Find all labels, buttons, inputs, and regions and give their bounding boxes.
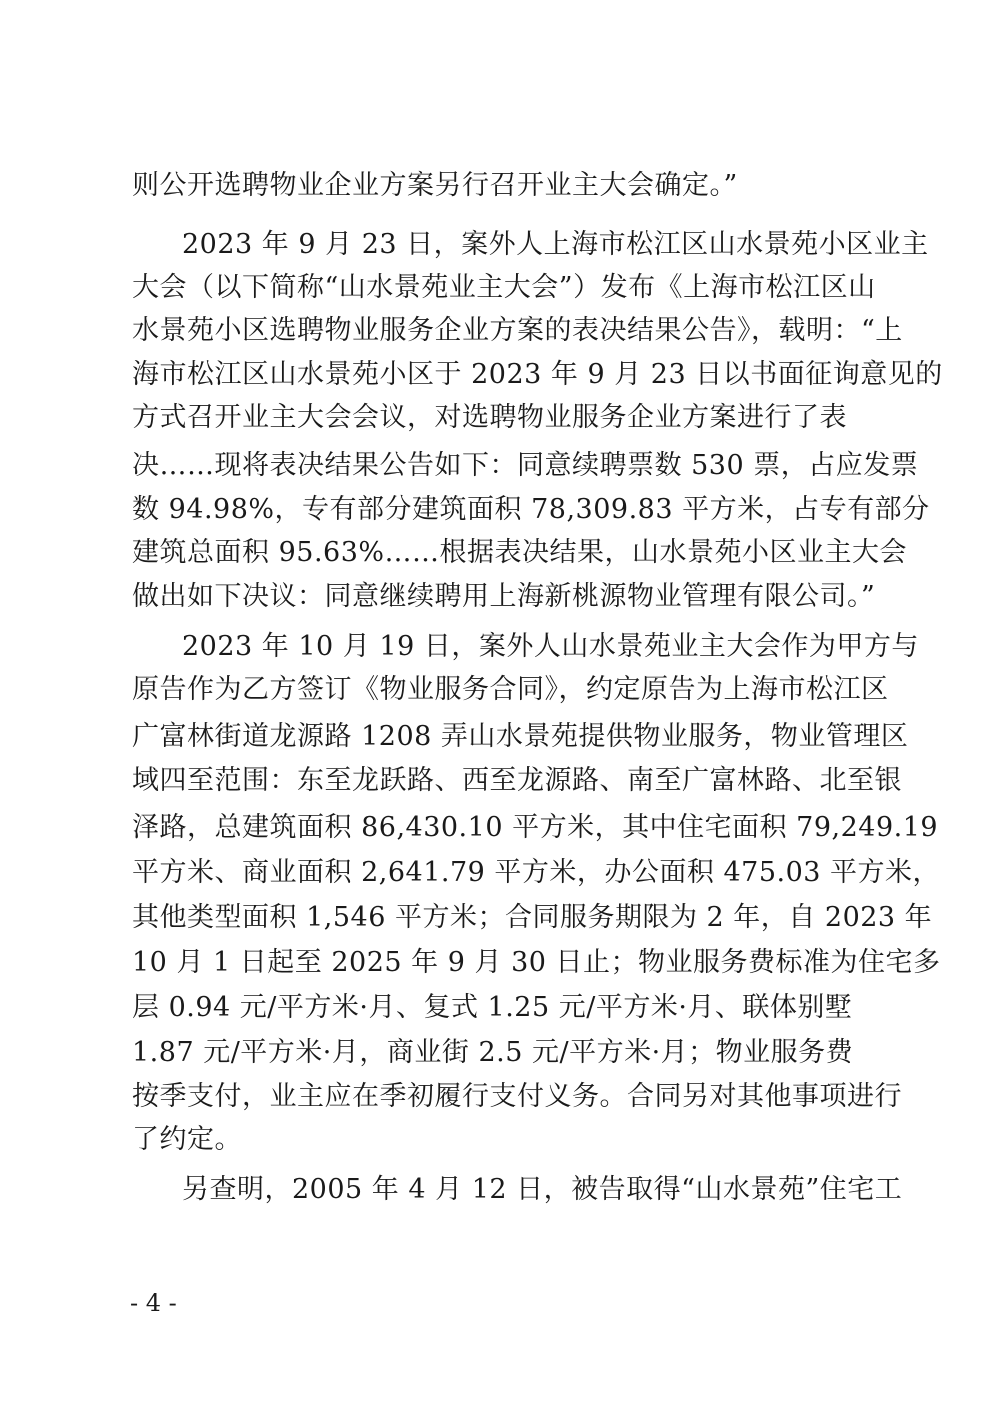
text-line-11: 2023 年 10 月 19 日，案外人山水景苑业主大会作为甲方与 xyxy=(182,631,919,662)
text-line-3: 大会（以下简称“山水景苑业主大会”）发布《上海市松江区山 xyxy=(132,272,876,303)
text-line-14: 域四至范围：东至龙跃路、西至龙源路、南至广富林路、北至银 xyxy=(132,765,902,796)
text-line-7: 决……现将表决结果公告如下：同意续聘票数 530 票，占应发票 xyxy=(132,450,919,481)
text-line-23: 另查明，2005 年 4 月 12 日，被告取得“山水景苑”住宅工 xyxy=(182,1174,903,1205)
text-line-5: 海市松江区山水景苑小区于 2023 年 9 月 23 日以书面征询意见的 xyxy=(132,359,943,390)
text-line-2: 2023 年 9 月 23 日，案外人上海市松江区山水景苑小区业主 xyxy=(182,229,929,260)
text-line-12: 原告作为乙方签订《物业服务合同》，约定原告为上海市松江区 xyxy=(132,674,889,705)
text-line-8: 数 94.98%，专有部分建筑面积 78,309.83 平方米，占专有部分 xyxy=(132,494,930,525)
page-number: - 4 - xyxy=(130,1289,177,1317)
text-line-13: 广富林街道龙源路 1208 弄山水景苑提供物业服务，物业管理区 xyxy=(132,721,909,752)
text-line-22: 了约定。 xyxy=(132,1124,242,1155)
text-line-4: 水景苑小区选聘物业服务企业方案的表决结果公告》，载明：“上 xyxy=(132,315,903,346)
text-line-17: 其他类型面积 1,546 平方米；合同服务期限为 2 年，自 2023 年 xyxy=(132,902,933,933)
text-line-19: 层 0.94 元/平方米·月、复式 1.25 元/平方米·月、联体别墅 xyxy=(132,992,853,1023)
text-line-21: 按季支付，业主应在季初履行支付义务。合同另对其他事项进行 xyxy=(132,1081,902,1112)
text-line-10: 做出如下决议：同意继续聘用上海新桃源物业管理有限公司。” xyxy=(132,581,876,612)
text-line-1: 则公开选聘物业企业方案另行召开业主大会确定。” xyxy=(132,170,738,201)
text-line-18: 10 月 1 日起至 2025 年 9 月 30 日止；物业服务费标准为住宅多 xyxy=(132,947,941,978)
text-line-15: 泽路，总建筑面积 86,430.10 平方米，其中住宅面积 79,249.19 xyxy=(132,812,939,843)
text-line-6: 方式召开业主大会会议，对选聘物业服务企业方案进行了表 xyxy=(132,402,847,433)
text-line-9: 建筑总面积 95.63%……根据表决结果，山水景苑小区业主大会 xyxy=(132,537,908,568)
text-line-16: 平方米、商业面积 2,641.79 平方米，办公面积 475.03 平方米， xyxy=(132,857,941,888)
text-line-20: 1.87 元/平方米·月，商业街 2.5 元/平方米·月；物业服务费 xyxy=(132,1037,854,1068)
